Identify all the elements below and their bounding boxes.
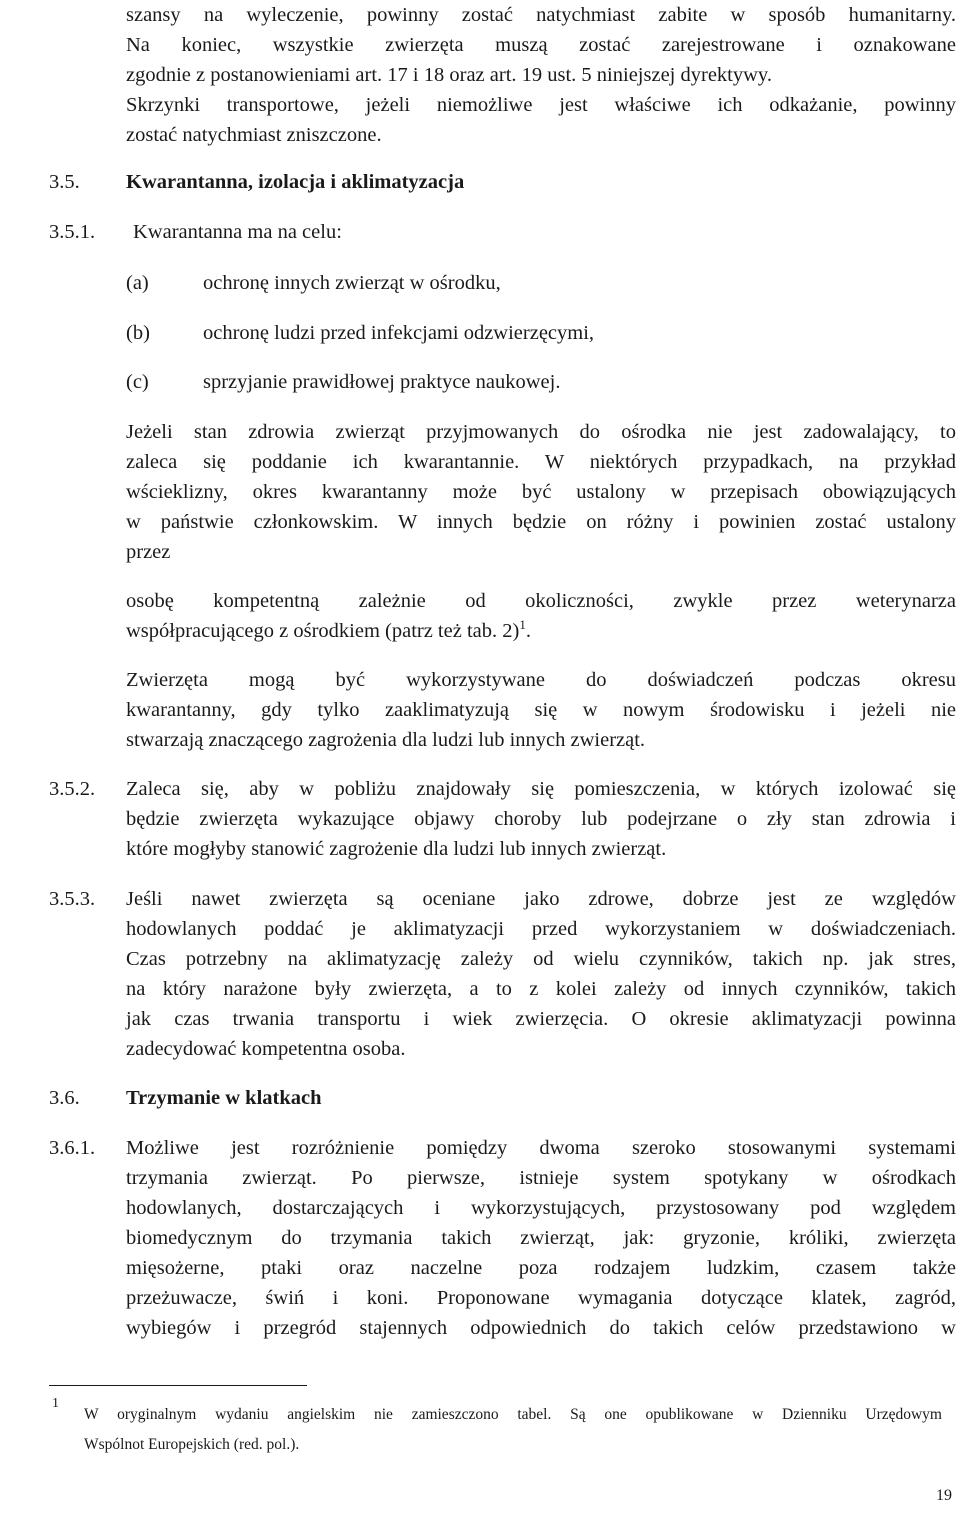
paragraph-line: trzymania zwierząt. Po pierwsze, istnieje system spotykany w ośrodkach	[126, 1167, 956, 1189]
paragraph-line: osobę kompetentną zależnie od okoliczności, zwykle przez weterynarza	[126, 590, 956, 612]
footnote-line: W oryginalnym wydaniu angielskim nie zamieszczono tabel. Są one opublikowane w Dzienniku Urzędowym	[84, 1406, 942, 1423]
paragraph-line: Jeżeli stan zdrowia zwierząt przyjmowanych do ośrodka nie jest zadowalający, to	[126, 421, 956, 443]
paragraph-line: wścieklizny, okres kwarantanny może być ustalony w przepisach obowiązujących	[126, 481, 956, 503]
footnote-text	[84, 1400, 942, 1460]
intro-line: zgodnie z postanowieniami art. 17 i 18 oraz art. 19 ust. 5 niniejszej dyrektywy.	[126, 64, 772, 86]
section-heading: Kwarantanna, izolacja i aklimatyzacja	[126, 171, 465, 193]
paragraph-line	[126, 616, 956, 646]
subsection-number: 3.6.1.	[49, 1137, 96, 1159]
list-item-text: ochronę ludzi przed infekcjami odzwierzęcymi,	[203, 322, 595, 344]
paragraph-line: Zaleca się, aby w pobliżu znajdowały się pomieszczenia, w których izolować się	[126, 778, 956, 800]
paragraph-line: będzie zwierzęta wykazujące objawy choroby lub podejrzane o zły stan zdrowia i	[126, 808, 956, 830]
paragraph-line: Czas potrzebny na aklimatyzację zależy od wielu czynników, takich np. jak stres,	[126, 948, 956, 970]
list-item-label: (a)	[126, 272, 149, 294]
paragraph-end: .	[525, 620, 531, 642]
paragraph	[126, 884, 956, 1064]
paragraph	[126, 665, 956, 755]
paragraph-line: zaleca się poddanie ich kwarantannie. W niektórych przypadkach, na przykład	[126, 451, 956, 473]
paragraph-line: kwarantanny, gdy tylko zaaklimatyzują się w nowym środowisku i jeżeli nie	[126, 699, 956, 721]
paragraph-line: jak czas trwania transportu i wiek zwierzęcia. O okresie aklimatyzacji powinna	[126, 1008, 956, 1030]
paragraph-line: przez	[126, 541, 171, 563]
paragraph-line: biomedycznym do trzymania takich zwierząt, jak: gryzonie, króliki, zwierzęta	[126, 1227, 956, 1249]
list-item-label: (b)	[126, 322, 150, 344]
subsection-number: 3.5.1.	[49, 221, 96, 243]
paragraph-line: które mogłyby stanowić zagrożenie dla ludzi lub innych zwierząt.	[126, 838, 667, 860]
paragraph	[126, 774, 956, 864]
subsection-lead: Kwarantanna ma na celu:	[133, 221, 342, 243]
list-item-text: ochronę innych zwierząt w ośrodku,	[203, 272, 501, 294]
intro-line: Skrzynki transportowe, jeżeli niemożliwe jest właściwe ich odkażanie, powinny	[126, 94, 956, 116]
section-heading: Trzymanie w klatkach	[126, 1087, 322, 1109]
paragraph-line: w państwie członkowskim. W innych będzie on różny i powinien zostać ustalony	[126, 511, 956, 533]
footnote-mark: 1	[52, 1396, 59, 1411]
intro-line: Na koniec, wszystkie zwierzęta muszą zostać zarejestrowane i oznakowane	[126, 34, 956, 56]
paragraph-line: Możliwe jest rozróżnienie pomiędzy dwoma szeroko stosowanymi systemami	[126, 1137, 956, 1159]
footnote-reference[interactable]: 1	[519, 617, 526, 633]
paragraph-line: Zwierzęta mogą być wykorzystywane do doświadczeń podczas okresu	[126, 669, 956, 691]
paragraph-line: przeżuwacze, świń i koni. Proponowane wymagania dotyczące klatek, zagród,	[126, 1287, 956, 1309]
intro-paragraph	[126, 0, 956, 150]
paragraph-line: na który narażone były zwierzęta, a to z kolei zależy od innych czynników, takich	[126, 978, 956, 1000]
paragraph	[126, 586, 956, 646]
paragraph-line: mięsożerne, ptaki oraz naczelne poza rodzajem ludzkim, czasem także	[126, 1257, 956, 1279]
footnote-separator	[49, 1385, 307, 1386]
paragraph-line: hodowlanych poddać je aklimatyzacji przed wykorzystaniem w doświadczeniach.	[126, 918, 956, 940]
paragraph-line: Jeśli nawet zwierzęta są oceniane jako zdrowe, dobrze jest ze względów	[126, 888, 956, 910]
paragraph	[126, 1133, 956, 1343]
section-number: 3.5.	[49, 171, 80, 193]
section-number: 3.6.	[49, 1087, 80, 1109]
paragraph-line: wybiegów i przegród stajennych odpowiednich do takich celów przedstawiono w	[126, 1317, 956, 1339]
intro-line: zostać natychmiast zniszczone.	[126, 124, 382, 146]
paragraph-line: zadecydować kompetentna osoba.	[126, 1038, 406, 1060]
subsection-number: 3.5.3.	[49, 888, 96, 910]
subsection-number: 3.5.2.	[49, 778, 96, 800]
intro-line: szansy na wyleczenie, powinny zostać natychmiast zabite w sposób humanitarny.	[126, 4, 956, 26]
paragraph	[126, 417, 956, 567]
footnote-line: Wspólnot Europejskich (red. pol.).	[84, 1436, 300, 1453]
paragraph-text: współpracującego z ośrodkiem (patrz też tab. 2)	[126, 620, 520, 642]
paragraph-line: stwarzają znaczącego zagrożenia dla ludzi lub innych zwierząt.	[126, 729, 646, 751]
list-item-text: sprzyjanie prawidłowej praktyce naukowej.	[203, 371, 561, 393]
paragraph-line: hodowlanych, dostarczających i wykorzystujących, przystosowany pod względem	[126, 1197, 956, 1219]
page-number: 19	[936, 1487, 952, 1504]
list-item-label: (c)	[126, 371, 149, 393]
